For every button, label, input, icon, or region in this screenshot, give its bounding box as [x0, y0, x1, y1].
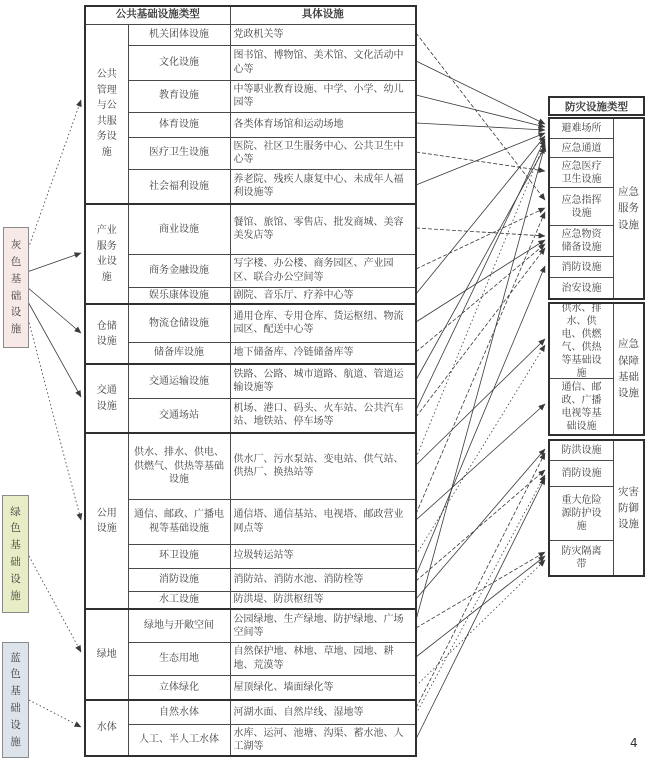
connection-line: [27, 253, 81, 272]
connection-line: [27, 100, 81, 252]
subcategory-cell: 医疗卫生设施: [128, 137, 230, 169]
subcategory-cell: 娱乐康体设施: [128, 287, 230, 304]
subcategory-cell: 水工设施: [128, 591, 230, 609]
detail-cell: 剧院、音乐厅、疗养中心等: [230, 287, 416, 304]
right-panel-item: 消防设施: [550, 257, 613, 278]
right-panel-group-disaster-defense: [548, 439, 645, 577]
table-header-specific: 具体设施: [230, 6, 416, 24]
left-label-blue-infrastructure: 蓝色基础设施: [2, 642, 29, 758]
table-row: [85, 169, 416, 204]
table-row: [85, 287, 416, 304]
detail-cell: 地下储备库、冷链储备库等: [230, 342, 416, 364]
detail-cell: 餐馆、旅馆、零售店、批发商城、美容美发店等: [230, 204, 416, 254]
subcategory-cell: 文化设施: [128, 45, 230, 80]
table-row: [85, 137, 416, 169]
detail-cell: 医院、社区卫生服务中心、公共卫生中心等: [230, 137, 416, 169]
table-row: [85, 364, 416, 398]
right-panel-title: 防灾设施类型: [548, 96, 645, 116]
subcategory-cell: 供水、排水、供电、供燃气、供热等基础设施: [128, 433, 230, 499]
table-row: [85, 675, 416, 700]
connection-line: [416, 339, 545, 465]
right-panel-group-label: 应急保障基础设施: [613, 304, 643, 434]
detail-cell: 通信塔、通信基站、电视塔、邮政营业网点等: [230, 499, 416, 544]
right-panel-items: [550, 119, 613, 298]
category-cell: 仓储设施: [85, 304, 128, 364]
right-panel-item: 应急物资储备设施: [550, 226, 613, 257]
detail-cell: 写字楼、办公楼、商务园区、产业园区、联合办公空间等: [230, 254, 416, 287]
connection-line: [27, 287, 81, 333]
connection-line: [416, 133, 545, 185]
subcategory-cell: 社会福利设施: [128, 169, 230, 204]
subcategory-cell: 机关团体设施: [128, 24, 230, 45]
connection-line: [416, 475, 545, 714]
table-row: [85, 499, 416, 544]
category-cell: 公用设施: [85, 433, 128, 609]
subcategory-cell: 生态用地: [128, 642, 230, 675]
subcategory-cell: 立体绿化: [128, 675, 230, 700]
table-row: [85, 80, 416, 112]
connection-line: [416, 139, 545, 410]
table-row: [85, 724, 416, 756]
right-panel-group-emergency-support: [548, 302, 645, 436]
detail-cell: 水库、运河、池塘、沟渠、蓄水池、人工湖等: [230, 724, 416, 756]
subcategory-cell: 环卫设施: [128, 544, 230, 568]
connection-line: [27, 315, 81, 520]
right-panel-items: [550, 441, 613, 575]
right-panel-item: 供水、排水、供电、供燃气、供热等基础设施: [550, 304, 613, 379]
category-cell: 交通设施: [85, 364, 128, 433]
right-panel-group-label: 灾害防御设施: [613, 441, 643, 575]
table-row: [85, 609, 416, 642]
connection-line: [416, 478, 545, 739]
table-row: [85, 254, 416, 287]
subcategory-cell: 绿地与开敞空间: [128, 609, 230, 642]
subcategory-cell: 人工、半人工水体: [128, 724, 230, 756]
table-row: [85, 342, 416, 364]
connection-line: [416, 145, 545, 620]
connection-line: [416, 212, 545, 514]
subcategory-cell: 消防设施: [128, 568, 230, 591]
subcategory-cell: 交通场站: [128, 398, 230, 433]
connection-line: [416, 240, 545, 322]
connection-line: [416, 142, 545, 458]
connection-line: [416, 453, 545, 708]
table-row: [85, 544, 416, 568]
category-cell: 公共管理与公共服务设施: [85, 24, 128, 204]
detail-cell: 供水厂、污水泵站、变电站、供气站、供热厂、换热站等: [230, 433, 416, 499]
connection-line: [416, 147, 545, 380]
table-row: [85, 568, 416, 591]
connection-line: [416, 470, 545, 581]
table-header-category: 公共基础设施类型: [85, 6, 230, 24]
connection-line: [416, 123, 545, 130]
subcategory-cell: 体育设施: [128, 112, 230, 137]
detail-cell: 机场、港口、码头、火车站、公共汽车站、地铁站、停车场等: [230, 398, 416, 433]
category-cell: 产业服务业设施: [85, 204, 128, 304]
connection-line: [416, 61, 545, 124]
detail-cell: 自然保护地、林地、草地、园地、耕地、荒漠等: [230, 642, 416, 675]
connection-line: [416, 33, 545, 200]
table-row: [85, 45, 416, 80]
detail-cell: 垃圾转运站等: [230, 544, 416, 568]
table-row: [85, 112, 416, 137]
detail-cell: 防洪堤、防洪枢纽等: [230, 591, 416, 609]
right-panel-item: 应急通道: [550, 139, 613, 158]
right-panel-item: 重大危险源防护设施: [550, 487, 613, 541]
table-row: [85, 642, 416, 675]
table-row: [85, 204, 416, 254]
connection-line: [29, 700, 81, 727]
right-panel-item: 应急医疗卫生设施: [550, 158, 613, 188]
connection-line: [416, 248, 545, 417]
detail-cell: 中等职业教育设施、中学、小学、幼儿园等: [230, 80, 416, 112]
connection-line: [416, 95, 545, 127]
right-panel-item: 治安设施: [561, 282, 602, 294]
connection-line: [416, 152, 545, 171]
table-row: [85, 700, 416, 724]
subcategory-cell: 商务金融设施: [128, 254, 230, 287]
detail-cell: 公园绿地、生产绿地、防护绿地、广场空间等: [230, 609, 416, 642]
table-row: [85, 433, 416, 499]
table-row: [85, 398, 416, 433]
right-panel-item: 应急指挥设施: [550, 188, 613, 226]
left-label-gray-infrastructure: 灰色基础设施: [3, 227, 29, 348]
detail-cell: 通用仓库、专用仓库、货运枢纽、物流园区、配送中心等: [230, 304, 416, 342]
detail-cell: 养老院、残疾人康复中心、未成年人福利设施等: [230, 169, 416, 204]
connection-line: [27, 300, 81, 397]
right-panel-group-label: 应急服务设施: [613, 119, 643, 298]
right-panel-item: 消防设施: [550, 461, 613, 487]
category-cell: 水体: [85, 700, 128, 756]
left-label-green-infrastructure: 绿色基础设施: [2, 495, 29, 613]
category-cell: 绿地: [85, 609, 128, 700]
detail-cell: 各类体育场馆和运动场地: [230, 112, 416, 137]
detail-cell: 铁路、公路、城市道路、航道、管道运输设施等: [230, 364, 416, 398]
page-number: 4: [630, 736, 638, 750]
connection-line: [416, 552, 545, 628]
connection-line: [416, 266, 545, 575]
connection-line: [416, 556, 545, 657]
subcategory-cell: 自然水体: [128, 700, 230, 724]
right-panel-item: 通信、邮政、广播电视等基础设施: [561, 381, 602, 432]
subcategory-cell: 通信、邮政、广播电视等基础设施: [128, 499, 230, 544]
connection-line: [416, 560, 545, 686]
detail-cell: 屋顶绿化、墙面绿化等: [230, 675, 416, 700]
subcategory-cell: 教育设施: [128, 80, 230, 112]
subcategory-cell: 物流仓储设施: [128, 304, 230, 342]
detail-cell: 消防站、消防水池、消防栓等: [230, 568, 416, 591]
detail-cell: 党政机关等: [230, 24, 416, 45]
table-row: [85, 304, 416, 342]
detail-cell: 图书馆、博物馆、美术馆、文化活动中心等: [230, 45, 416, 80]
subcategory-cell: 储备库设施: [128, 342, 230, 364]
connection-line: [416, 228, 545, 236]
right-panel-item: 防灾隔离带: [561, 546, 602, 570]
subcategory-cell: 商业设施: [128, 204, 230, 254]
right-panel-item: 防洪设施: [550, 441, 613, 461]
connection-line: [29, 556, 81, 652]
right-panel-group-emergency-service: [548, 117, 645, 300]
table-header-row: [85, 6, 416, 24]
infrastructure-table: [84, 5, 417, 757]
subcategory-cell: 交通运输设施: [128, 364, 230, 398]
right-panel-items: [550, 304, 613, 434]
table-row: [85, 24, 416, 45]
right-panel-item: 避难场所: [550, 119, 613, 139]
table-row: [85, 591, 416, 609]
detail-cell: 河湖水面、自然岸线、湿地等: [230, 700, 416, 724]
